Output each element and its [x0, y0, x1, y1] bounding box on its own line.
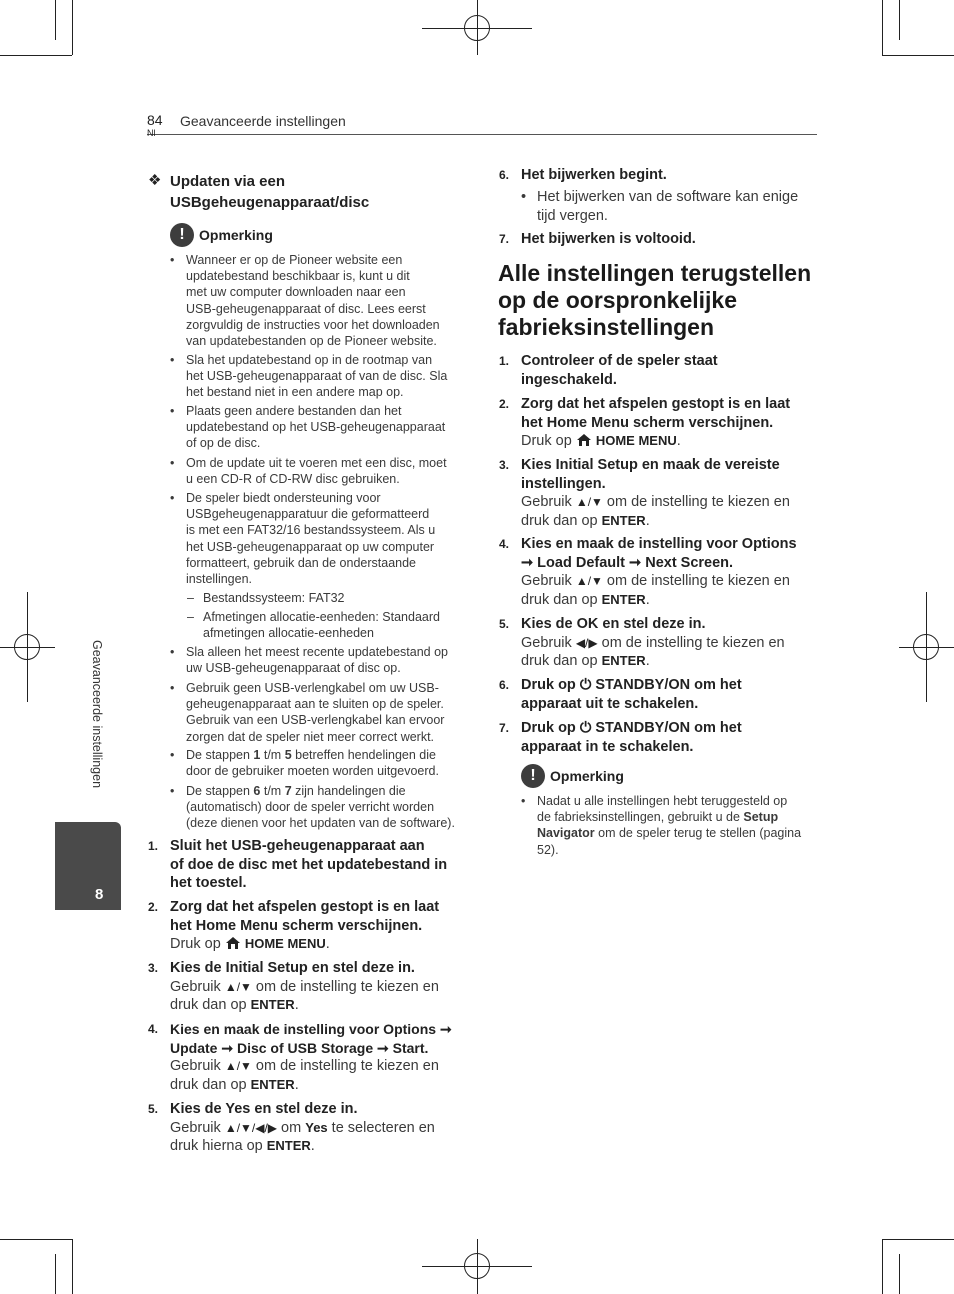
step-6: 6. Het bijwerken begint.: [499, 167, 667, 183]
registration-circle: [464, 1253, 490, 1279]
left-right-arrow-icon: ◀/▶: [575, 635, 598, 650]
crop-mark: [72, 0, 73, 55]
arrow-right-icon: ➞: [221, 1039, 234, 1056]
power-icon: ⏻: [579, 677, 592, 693]
side-chapter-label: Geavanceerde instellingen: [90, 640, 104, 789]
section-heading: Alle instellingen terugstellen op de oorspronkelijke fabrieksinstellingen: [498, 260, 812, 340]
step-7: 7. Het bijwerken is voltooid.: [499, 231, 696, 247]
up-down-arrow-icon: ▲/▼: [575, 574, 603, 588]
chapter-number: 8: [95, 886, 104, 903]
step-5: 5. Kies de Yes en stel deze in. Gebruik ▲/▼/◀/▶ om Yes te selecteren en druk hierna op ENTER.: [148, 1101, 435, 1154]
crop-mark: [899, 0, 900, 40]
step-4: 4. Kies en maak de instelling voor Options ➞ Update ➞ Disc of USB Storage ➞ Start. Gebruik ▲/▼ om de instelling te kiezen en druk dan op ENTER.: [148, 1021, 452, 1093]
crop-mark: [55, 1254, 56, 1294]
crop-mark: [882, 1239, 883, 1294]
crop-mark: [882, 0, 883, 55]
note-bullet: • Nadat u alle instellingen hebt teruggesteld op de fabrieksinstellingen, gebruikt u de Setup Navigator om de speler terug te stellen (pagina 52).: [521, 794, 802, 857]
arrow-right-icon: ➞: [439, 1021, 452, 1037]
section-title: Updaten via een USBgeheugenapparaat/disc: [170, 173, 370, 211]
note-bullet: • Plaats geen andere bestanden dan het updatebestand op het USB-geheugenapparaat of op de disc.: [170, 404, 446, 451]
exclamation-icon: !: [521, 764, 545, 788]
power-icon: ⏻: [579, 720, 592, 736]
sub-item: – Afmetingen allocatie-eenheden: Standaard afmetingen allocatie-eenheden: [187, 610, 440, 641]
four-way-arrow-icon: ▲/▼/◀/▶: [224, 1120, 278, 1135]
note-bullet: • Sla het updatebestand op in de rootmap van het USB-geheugenapparaat of van de disc. Sla het bestand niet in een andere map op.: [170, 353, 448, 400]
reset-step-5: 5. Kies de OK en stel deze in. Gebruik ◀/▶ om de instelling te kiezen en druk dan op ENTER.: [499, 616, 785, 669]
step-2: 2. Zorg dat het afspelen gestopt is en laat het Home Menu scherm verschijnen. Druk op HOME MENU.: [148, 899, 440, 952]
note-bullet: • De stappen 1 t/m 5 betreffen hendelingen die door de gebruiker moeten worden uitgevoerd.: [170, 748, 439, 779]
crop-mark: [882, 1239, 954, 1240]
step-1: 1. Sluit het USB-geheugenapparaat aan of doe de disc met het updatebestand in het toestel.: [148, 838, 448, 891]
arrow-right-icon: ➞: [377, 1039, 389, 1056]
arrow-right-icon: ➞: [521, 554, 534, 571]
note-bullet: • Gebruik geen USB-verlengkabel om uw USB- geheugenapparaat aan te sluiten op de speler. Gebruik van een USB-verlengkabel kan ervoor zorgen dat de speler niet meer correct werkt.: [170, 681, 445, 744]
note-heading: ! Opmerking: [170, 223, 273, 247]
exclamation-icon: !: [170, 223, 194, 247]
page-header: [147, 112, 817, 138]
registration-circle: [464, 15, 490, 41]
arrow-right-icon: ➞: [629, 554, 642, 571]
crop-mark: [0, 55, 72, 56]
note-bullet: • De stappen 6 t/m 7 zijn handelingen die (automatisch) door de speler verricht worden (deze dienen voor het updaten van de software).: [170, 784, 455, 831]
page-number: 84: [147, 112, 163, 128]
reset-step-3: 3. Kies Initial Setup en maak de vereiste instellingen. Gebruik ▲/▼ om de instelling te kiezen en druk dan op ENTER.: [499, 457, 790, 529]
crop-mark: [55, 0, 56, 40]
language-code: Nl: [147, 128, 156, 138]
note-bullet: • Wanneer er op de Pioneer website een updatebestand beschikbaar is, kunt u dit met uw computer downloaden naar een USB-geheugenapparaat of disc. Lees eerst zorgvuldig de instructies voor het downloaden van updatebestanden op de Pioneer website.: [170, 253, 440, 349]
crop-mark: [72, 1239, 73, 1294]
crop-mark: [0, 1239, 72, 1240]
reset-step-1: 1. Controleer of de speler staat ingeschakeld.: [499, 353, 718, 388]
up-down-arrow-icon: ▲/▼: [224, 1059, 252, 1073]
up-down-arrow-icon: ▲/▼: [575, 495, 603, 509]
diamond-icon: ❖: [148, 172, 162, 189]
up-down-arrow-icon: ▲/▼: [224, 979, 252, 994]
registration-circle: [14, 634, 40, 660]
reset-step-2: 2. Zorg dat het afspelen gestopt is en laat het Home Menu scherm verschijnen. Druk op HOME MENU.: [499, 396, 791, 449]
note-bullet: • De speler biedt ondersteuning voor USBgeheugenapparatuur die geformatteerd is met een FAT32/16 bestandssysteem. Als u het USB-geheugenapparaat op uw computer formatteert, gebruik dan de onderstaande instellingen.: [170, 491, 436, 587]
registration-circle: [913, 634, 939, 660]
note-heading: ! Opmerking: [521, 764, 624, 788]
reset-step-7: 7. Druk op ⏻ STANDBY/ON om het apparaat in te schakelen.: [499, 720, 742, 755]
reset-step-4: 4. Kies en maak de instelling voor Options ➞ Load Default ➞ Next Screen. Gebruik ▲/▼ om de instelling te kiezen en druk dan op ENTER.: [499, 536, 797, 608]
page-header-title: Geavanceerde instellingen: [180, 113, 346, 129]
step-3: 3. Kies de Initial Setup en stel deze in. Gebruik ▲/▼ om de instelling te kiezen en druk dan op ENTER.: [148, 960, 439, 1013]
crop-mark: [882, 55, 954, 56]
step-6-bullet: • Het bijwerken van de software kan enige tijd vergen.: [521, 189, 799, 224]
crop-mark: [899, 1254, 900, 1294]
chapter-tab: [55, 822, 121, 910]
reset-step-6: 6. Druk op ⏻ STANDBY/ON om het apparaat uit te schakelen.: [499, 677, 742, 712]
home-icon: [576, 433, 592, 447]
sub-item: – Bestandssysteem: FAT32: [187, 591, 345, 605]
note-bullet: • Om de update uit te voeren met een disc, moet u een CD-R of CD-RW disc gebruiken.: [170, 456, 447, 487]
home-icon: [225, 936, 241, 950]
note-bullet: • Sla alleen het meest recente updatebestand op uw USB-geheugenapparaat of disc op.: [170, 645, 448, 676]
